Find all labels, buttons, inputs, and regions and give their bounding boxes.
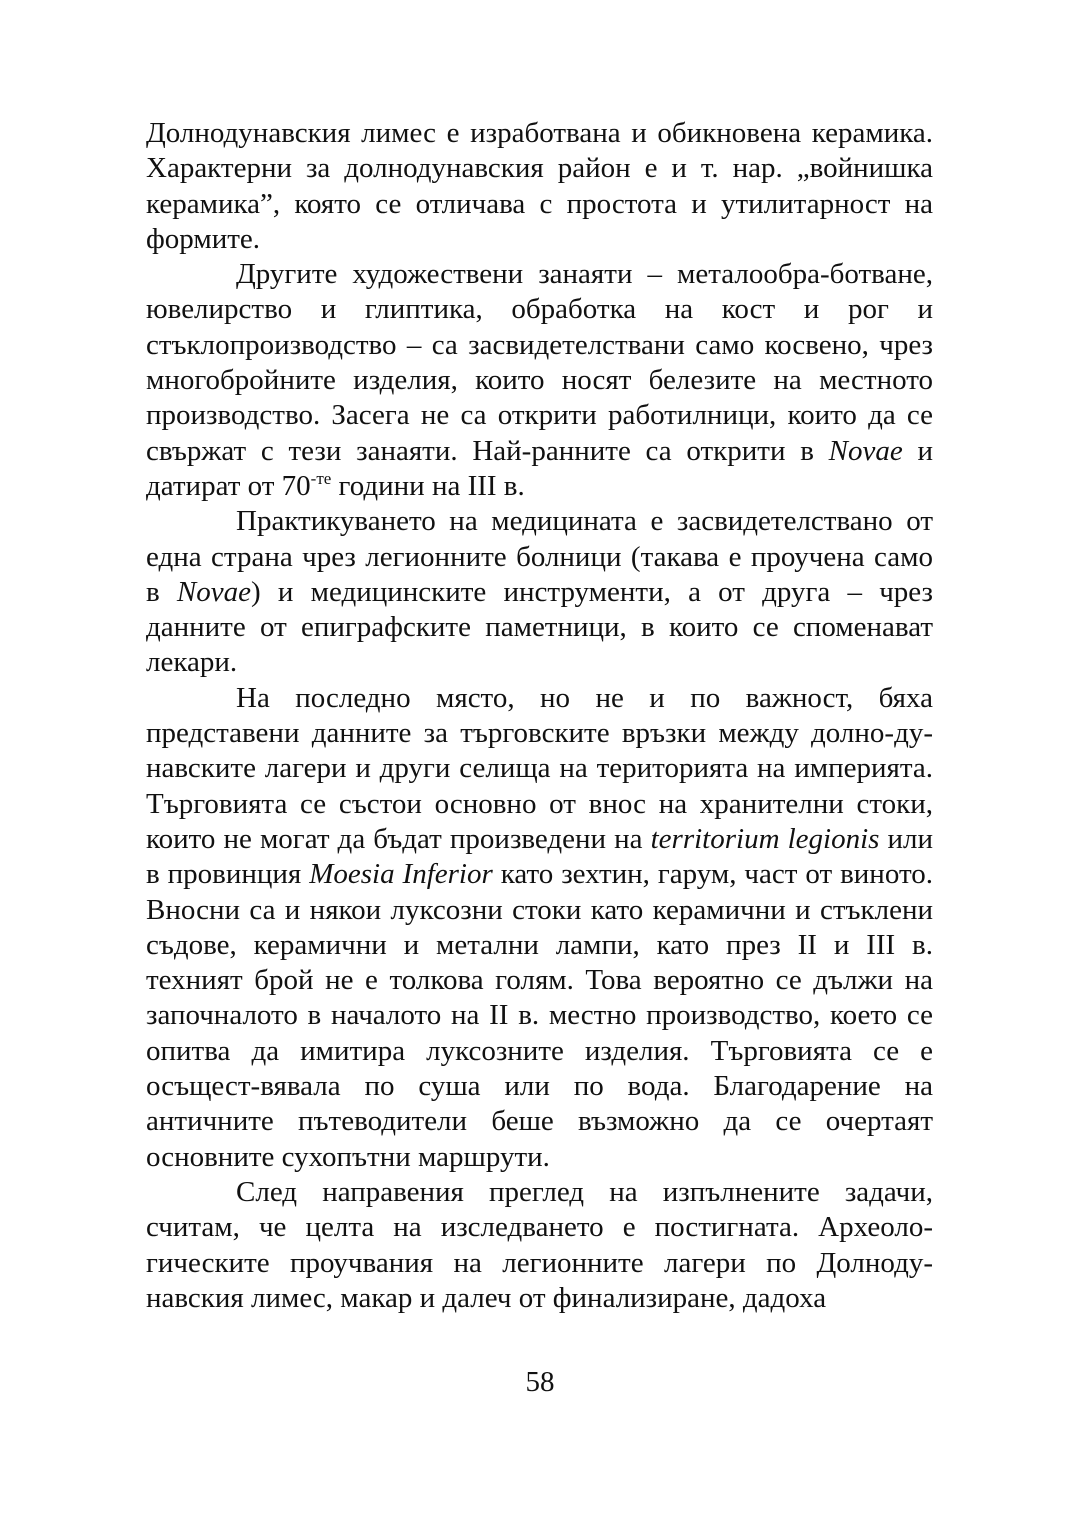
- superscript: -те: [310, 468, 332, 488]
- italic-term: Moesia Inferior: [309, 858, 493, 891]
- body-text: [146, 116, 933, 1316]
- paragraph-5: [146, 1175, 933, 1316]
- text-segment: години на III в.: [331, 469, 525, 502]
- italic-term: Novae: [176, 575, 251, 608]
- text-segment: ) и медицинските инструменти, а от друга – чрез данните от епиграфските паметници, в които се споменават лекари.: [146, 575, 933, 679]
- text-segment: Долнодунавския лимес е изработвана и обикновена керамика. Характерни за долнодунавския район е и т. нар. „войнишка керамика”, която се отличава с простота и утилитарност на формите.: [146, 117, 933, 255]
- text-segment: След направения преглед на изпълнените задачи, считам, че целта на изследването е постигната. Археоло-гическите проучвания на легионните лагери по Долноду-навския лимес, макар и далеч от финализиране, дадоха: [146, 1175, 933, 1314]
- text-segment: Практикуването на медицината е засвидетелствано от една страна чрез легионните болници (такава е проучена само в: [146, 505, 933, 608]
- paragraph-1: [146, 116, 933, 257]
- paragraph-2: [146, 257, 933, 504]
- paragraph-3: [146, 504, 933, 680]
- text-segment: Другите художествени занаяти – металообра-ботване, ювелирство и глиптика, обработка на кост и рог и стъклопроизводство – са засвидетелствани само косвено, чрез многобройните изделия, които носят белезите на местното производство. Засега не са открити работилници, които да се свържат с тези занаяти. Най-ранните са открити в: [146, 258, 933, 467]
- text-segment: като зехтин, гарум, част от виното. Вносни са и някои луксозни стоки като керамични и стъклени съдове, керамични и метални лампи, като през II и III в. техният брой не е толкова голям. Това вероятно се дължи на започналото в началото на II в. местно производство, което се опитва да имитира луксозните изделия. Търговията се е осъщест-вявала по суша или по вода. Благодарение на античните пътеводители беше възможно да се очертаят основните сухопътни маршрути.: [146, 858, 933, 1173]
- text-segment: или в провинция: [146, 822, 933, 891]
- italic-term: Novae: [828, 434, 903, 467]
- text-segment: На последно място, но не и по важност, бяха представени данните за търговските връзки между долно-ду-навските лагери и други селища на територията на империята. Търговията се състои основно от внос на хранителни стоки, които не могат да бъдат произведени на: [146, 681, 933, 855]
- paragraph-4: [146, 681, 933, 1175]
- page-number: 58: [525, 1366, 555, 1398]
- italic-term: territorium legionis: [650, 822, 880, 855]
- text-segment: и датират от 70: [146, 434, 933, 502]
